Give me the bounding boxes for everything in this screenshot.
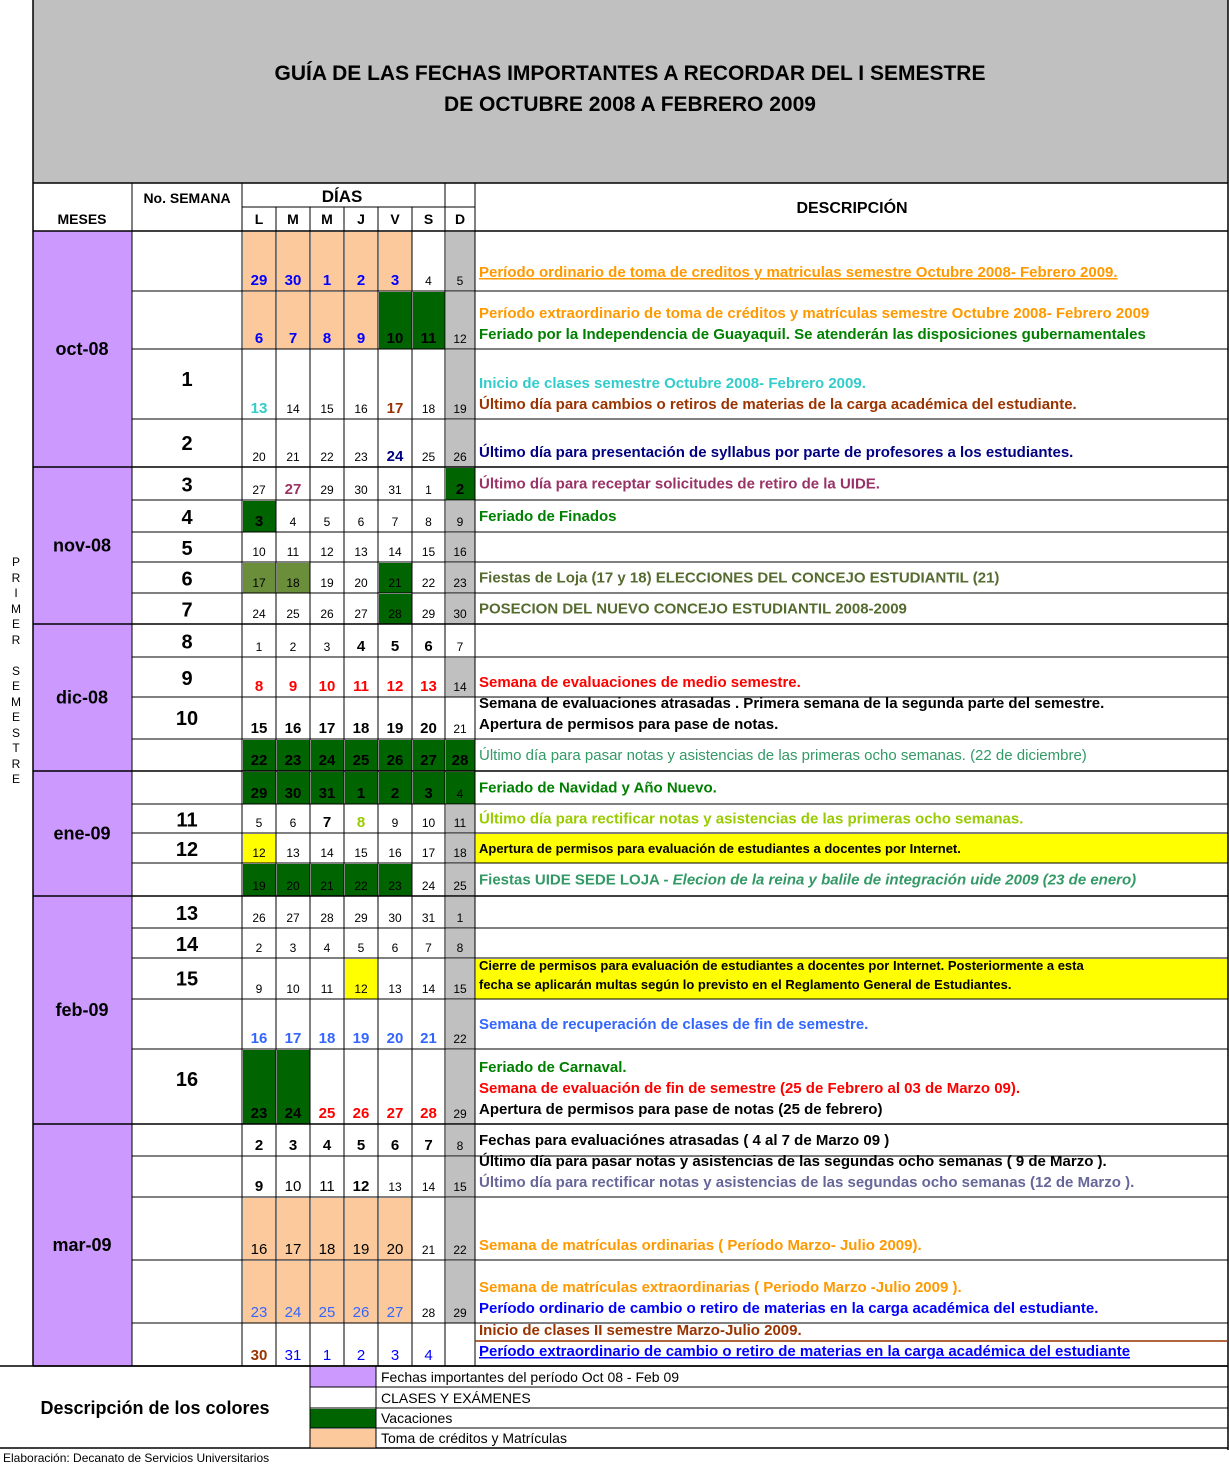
week-number: 13 (175, 903, 199, 925)
day-number: 2 (390, 785, 400, 802)
day-number: 22 (421, 576, 436, 590)
header-day-letter: D (454, 211, 466, 227)
day-number: 20 (354, 576, 368, 590)
week-number: 9 (181, 668, 193, 690)
day-number: 1 (255, 640, 263, 654)
day-number: 8 (425, 515, 432, 529)
day-number: 23 (250, 1304, 268, 1321)
day-number: 7 (288, 330, 298, 347)
day-number: 26 (453, 450, 467, 464)
day-number: 3 (390, 1347, 400, 1364)
day-number: 11 (320, 982, 334, 996)
day-number: 11 (286, 545, 300, 559)
side-label-letter: R (11, 570, 21, 585)
day-number: 18 (318, 1241, 336, 1258)
day-number: 10 (318, 678, 336, 695)
day-number: 5 (323, 515, 331, 529)
side-label-letter: M (11, 601, 21, 616)
day-number: 28 (421, 1306, 436, 1320)
day-number: 20 (386, 1030, 404, 1047)
description-text: Fiestas UIDE SEDE LOJA - Elecion de la reina y balile de integración uide 2009 (23 de enero) (479, 871, 1137, 889)
day-number: 12 (252, 846, 266, 860)
day-number: 26 (386, 752, 404, 769)
day-number: 18 (453, 846, 467, 860)
day-number: 27 (386, 1105, 404, 1122)
day-number: 21 (320, 879, 334, 893)
day-number: 9 (456, 515, 464, 529)
day-number: 5 (456, 274, 464, 288)
day-number: 16 (354, 402, 368, 416)
side-label-letter: E (11, 679, 20, 693)
footer-credit: Elaboración: Decanato de Servicios Universitarios (3, 1451, 270, 1465)
day-number: 21 (453, 722, 467, 736)
week-number: 8 (181, 631, 193, 654)
week-number: 1 (181, 369, 193, 391)
header-meses: MESES (57, 211, 107, 227)
day-number: 29 (250, 272, 268, 289)
week-number: 11 (176, 809, 198, 832)
day-number: 16 (284, 720, 302, 737)
side-label-letter: I (14, 586, 18, 600)
day-number: 10 (284, 1178, 302, 1195)
side-label-letter: R (11, 756, 21, 771)
day-number: 14 (388, 545, 402, 559)
day-number: 21 (420, 1030, 437, 1047)
day-number: 30 (453, 607, 467, 621)
day-number: 9 (255, 982, 263, 996)
day-number: 13 (286, 846, 300, 860)
side-label-letter: P (11, 555, 20, 569)
description-text: Último día para rectificar notas y asistencias de las primeras ocho semanas. (479, 810, 1024, 828)
day-number: 12 (320, 545, 334, 559)
day-number: 29 (354, 911, 368, 925)
day-number: 6 (357, 515, 365, 529)
day-number: 8 (456, 1139, 464, 1153)
day-number: 17 (252, 576, 266, 590)
day-number: 2 (255, 941, 263, 955)
day-number: 29 (421, 607, 436, 621)
day-number: 29 (453, 1306, 467, 1320)
day-number: 30 (284, 272, 302, 289)
description-text: Inicio de clases semestre Octubre 2008- Febrero 2009. (479, 375, 866, 392)
description-text: Semana de recuperación de clases de fin de semestre. (479, 1016, 869, 1033)
day-number: 29 (250, 785, 268, 802)
day-number: 24 (284, 1304, 302, 1321)
day-number: 6 (254, 330, 264, 347)
day-number: 22 (453, 1032, 467, 1046)
side-label-letter: R (11, 632, 21, 647)
side-label-letter: E (11, 617, 20, 631)
day-number: 7 (424, 1137, 433, 1154)
day-number: 13 (354, 545, 368, 559)
day-number: 31 (421, 911, 436, 925)
day-number: 4 (323, 941, 331, 955)
week-number: 12 (175, 839, 199, 861)
day-number: 20 (252, 450, 266, 464)
week-number: 15 (175, 968, 199, 991)
day-number: 9 (288, 678, 298, 695)
day-number: 26 (252, 911, 266, 925)
description-text: Apertura de permisos para evaluación de estudiantes a docentes por Internet. (479, 841, 961, 856)
day-number: 17 (421, 846, 436, 860)
day-number: 10 (421, 816, 436, 830)
description-text: POSECION DEL NUEVO CONCEJO ESTUDIANTIL 2008-2009 (479, 600, 907, 618)
day-number: 3 (390, 272, 400, 289)
day-number: 20 (420, 720, 437, 737)
week-number: 5 (181, 538, 193, 560)
legend-swatch (310, 1409, 376, 1428)
legend-swatch (310, 1367, 376, 1387)
day-number: 28 (320, 911, 334, 925)
day-number: 9 (254, 1178, 264, 1195)
day-number: 27 (286, 911, 300, 925)
description-text: Período ordinario de cambio o retiro de materias en la carga académica del estudiante. (479, 1300, 1099, 1317)
day-number: 25 (318, 1304, 336, 1321)
day-number: 7 (322, 814, 332, 831)
day-number: 27 (420, 752, 437, 769)
legend-item-label: Toma de créditos y Matrículas (381, 1430, 567, 1446)
day-number: 9 (356, 330, 366, 347)
side-label-letter: E (11, 710, 20, 724)
day-number: 24 (318, 752, 336, 769)
day-number: 15 (421, 545, 436, 559)
day-number: 6 (289, 816, 297, 830)
side-label-letter (8, 648, 24, 664)
day-number: 13 (250, 400, 268, 417)
day-number: 6 (424, 638, 433, 655)
description-italic: Elecion de la reina y balile de integración uide 2009 (23 de enero) (672, 871, 1137, 889)
description-text: fecha se aplicarán multas según lo previsto en el Reglamento General de Estudiantes. (479, 977, 1012, 992)
description-text: Fiestas de Loja (17 y 18) ELECCIONES DEL CONCEJO ESTUDIANTIL (21) (479, 569, 1000, 587)
header-dias: DÍAS (321, 187, 363, 206)
description-text: Semana de evaluación de fin de semestre (25 de Febrero al 03 de Marzo 09). (479, 1080, 1021, 1097)
day-number: 1 (456, 911, 464, 925)
day-number: 28 (420, 1105, 437, 1122)
day-number: 16 (250, 1241, 268, 1258)
description-text: Apertura de permisos para pase de notas. (479, 716, 779, 733)
header-day-letter: J (357, 211, 365, 227)
day-number: 22 (354, 879, 368, 893)
day-number: 4 (322, 1137, 332, 1154)
day-number: 4 (456, 787, 464, 801)
day-number: 15 (354, 846, 368, 860)
day-number: 3 (323, 640, 331, 654)
day-number: 10 (252, 545, 266, 559)
description-text: Feriado de Navidad y Año Nuevo. (479, 779, 717, 797)
page-title (33, 58, 1227, 120)
day-number: 2 (455, 481, 465, 498)
day-number: 30 (388, 911, 402, 925)
day-number: 15 (250, 720, 268, 737)
day-number: 11 (353, 678, 369, 695)
day-number: 13 (420, 678, 437, 695)
description-text: Último día para pasar notas y asistencias de las primeras ocho semanas. (22 de diciembre) (479, 747, 1087, 764)
header-day-letter: L (254, 211, 264, 227)
description-text: Último día para rectificar notas y asistencias de las segundas ocho semanas (12 de Marzo ). (479, 1174, 1135, 1191)
day-number: 29 (320, 483, 334, 497)
day-number: 4 (356, 638, 366, 655)
day-number: 11 (319, 1178, 335, 1195)
day-number: 7 (391, 515, 399, 529)
day-number: 30 (250, 1347, 268, 1364)
day-number: 9 (391, 816, 399, 830)
day-number: 30 (284, 785, 302, 802)
day-number: 2 (254, 1137, 264, 1154)
day-number: 21 (286, 450, 300, 464)
legend-item-label: Fechas importantes del período Oct 08 - Feb 09 (381, 1369, 680, 1385)
day-number: 12 (354, 982, 368, 996)
day-number: 26 (352, 1105, 370, 1122)
day-number: 5 (255, 816, 263, 830)
day-number: 31 (318, 785, 336, 802)
day-number: 8 (356, 814, 366, 831)
day-number: 19 (453, 402, 467, 416)
day-number: 25 (453, 879, 467, 893)
day-number: 6 (391, 941, 399, 955)
week-number: 14 (175, 934, 199, 956)
day-number: 23 (284, 752, 302, 769)
day-number: 27 (354, 607, 368, 621)
day-number: 7 (425, 941, 432, 955)
day-number: 5 (390, 638, 400, 655)
day-number: 15 (453, 1180, 467, 1194)
day-number: 11 (453, 816, 467, 830)
legend-title: Descripción de los colores (40, 1398, 270, 1418)
day-number: 24 (421, 879, 436, 893)
day-number: 15 (453, 982, 467, 996)
day-number: 23 (453, 576, 467, 590)
day-number: 25 (286, 607, 300, 621)
day-number: 19 (352, 1241, 370, 1258)
description-text: Último día para presentación de syllabus por parte de profesores a los estudiantes. (479, 444, 1074, 461)
day-number: 28 (451, 752, 469, 769)
day-number: 25 (318, 1105, 336, 1122)
description-text: Feriado por la Independencia de Guayaquil. Se atenderán las disposiciones gubernamentales (479, 326, 1146, 343)
day-number: 23 (388, 879, 402, 893)
description-text: Semana de evaluaciones de medio semestre. (479, 674, 801, 691)
day-number: 23 (250, 1105, 268, 1122)
side-label-letter: E (11, 772, 20, 786)
day-number: 16 (388, 846, 402, 860)
day-number: 12 (453, 332, 467, 346)
week-number: 6 (181, 568, 193, 591)
day-number: 1 (322, 272, 332, 289)
side-label-letter: T (12, 741, 20, 755)
header-day-letter: M (321, 211, 333, 227)
day-number: 1 (356, 785, 366, 802)
day-number: 14 (286, 402, 300, 416)
week-number: 16 (175, 1069, 199, 1091)
description-text: Semana de matrículas ordinarias ( Período Marzo- Julio 2009). (479, 1237, 922, 1254)
description-text: Feriado de Carnaval. (479, 1059, 627, 1076)
side-label-letter: M (11, 694, 21, 709)
header-day-letter: V (390, 211, 400, 227)
header-day-letter: M (287, 211, 299, 227)
day-number: 29 (453, 1107, 467, 1121)
title-line-1: GUÍA DE LAS FECHAS IMPORTANTES A RECORDAR DEL I SEMESTRE (274, 62, 986, 85)
day-number: 7 (456, 640, 464, 654)
day-number: 24 (252, 607, 266, 621)
month-label: dic-08 (55, 687, 109, 708)
day-number: 17 (284, 1241, 302, 1258)
description-text: Período ordinario de toma de creditos y matriculas semestre Octubre 2008- Febrero 2009. (479, 264, 1118, 281)
day-number: 28 (388, 607, 402, 621)
month-label: ene-09 (53, 823, 111, 844)
description-text: Semana de evaluaciones atrasadas . Primera semana de la segunda parte del semestre. (479, 695, 1105, 712)
day-number: 19 (320, 576, 334, 590)
day-number: 3 (254, 513, 264, 530)
day-number: 30 (354, 483, 368, 497)
day-number: 18 (318, 1030, 336, 1047)
day-number: 8 (254, 678, 264, 695)
day-number: 14 (421, 1180, 436, 1194)
day-number: 3 (289, 941, 297, 955)
week-number: 3 (181, 474, 193, 497)
day-number: 12 (352, 1178, 370, 1195)
week-number: 7 (181, 599, 193, 622)
day-number: 21 (388, 576, 402, 590)
day-number: 26 (352, 1304, 370, 1321)
description-text: Último día para cambios o retiros de materias de la carga académica del estudiante. (479, 396, 1077, 413)
day-number: 31 (388, 483, 402, 497)
legend-swatch (310, 1388, 376, 1408)
day-number: 25 (421, 450, 436, 464)
legend-swatch (310, 1429, 376, 1448)
day-number: 2 (356, 1347, 366, 1364)
day-number: 18 (352, 720, 370, 737)
day-number: 8 (322, 330, 332, 347)
month-label: nov-08 (52, 535, 112, 556)
day-number: 10 (386, 330, 404, 347)
day-number: 2 (289, 640, 297, 654)
month-label: feb-09 (55, 1000, 109, 1020)
description-text: Inicio de clases II semestre Marzo-Julio 2009. (479, 1322, 802, 1339)
day-number: 3 (424, 785, 433, 802)
day-number: 20 (386, 1241, 404, 1258)
day-number: 1 (322, 1347, 332, 1364)
day-number: 23 (354, 450, 368, 464)
description-text: Apertura de permisos para pase de notas (25 de febrero) (479, 1101, 883, 1118)
day-number: 27 (252, 483, 266, 497)
day-number: 6 (390, 1137, 400, 1154)
day-number: 27 (386, 1304, 404, 1321)
header-descripcion: DESCRIPCIÓN (796, 200, 908, 217)
day-number: 14 (453, 680, 467, 694)
day-number: 17 (386, 400, 404, 417)
day-number: 10 (286, 982, 300, 996)
day-number: 19 (352, 1030, 370, 1047)
description-text: Cierre de permisos para evaluación de estudiantes a docentes por Internet. Posteriormente a esta (479, 958, 1084, 973)
day-number: 3 (288, 1137, 298, 1154)
header-day-letter: S (423, 211, 434, 227)
day-number: 2 (356, 272, 366, 289)
day-number: 8 (456, 941, 464, 955)
day-number: 15 (320, 402, 334, 416)
day-number: 22 (320, 450, 334, 464)
day-number: 25 (352, 752, 370, 769)
day-number: 22 (453, 1243, 467, 1257)
description-text: Período extraordinario de cambio o retiro de materias en la carga académica del estudiante (479, 1343, 1131, 1360)
day-number: 4 (289, 515, 297, 529)
side-label-letter: S (11, 725, 20, 740)
day-number: 5 (356, 1137, 366, 1154)
day-number: 14 (421, 982, 436, 996)
description-text: Feriado de Finados (479, 508, 617, 525)
day-number: 20 (286, 879, 300, 893)
day-number: 14 (320, 846, 334, 860)
day-number: 17 (318, 720, 336, 737)
week-number: 10 (175, 708, 199, 730)
description-text: Fechas para evaluaciónes atrasadas ( 4 al 7 de Marzo 09 ) (479, 1132, 890, 1149)
day-number: 13 (388, 1180, 402, 1194)
side-label-letter: S (11, 663, 20, 678)
day-number: 19 (386, 720, 404, 737)
day-number: 24 (386, 448, 404, 465)
description-text: Último día para pasar notas y asistencias de las segundas ocho semanas ( 9 de Marzo ). (479, 1153, 1107, 1170)
description-text: Período extraordinario de toma de créditos y matrículas semestre Octubre 2008- Febrero 2009 (479, 305, 1150, 322)
legend-item-label: CLASES Y EXÁMENES (381, 1390, 531, 1406)
day-number: 13 (388, 982, 402, 996)
title-line-2: DE OCTUBRE 2008 A FEBRERO 2009 (444, 93, 816, 116)
day-number: 4 (424, 1347, 433, 1364)
day-number: 16 (453, 545, 467, 559)
side-label (8, 555, 24, 788)
day-number: 18 (421, 402, 436, 416)
header-semana: No. SEMANA (143, 190, 231, 206)
month-label: mar-09 (52, 1235, 112, 1255)
description-text: Semana de matrículas extraordinarias ( Periodo Marzo -Julio 2009 ). (479, 1279, 962, 1296)
day-number: 27 (284, 481, 302, 498)
day-number: 12 (386, 678, 404, 695)
week-number: 2 (181, 433, 193, 455)
day-number: 21 (421, 1243, 436, 1257)
day-number: 22 (250, 752, 268, 769)
day-number: 4 (425, 274, 432, 288)
day-number: 16 (250, 1030, 268, 1047)
description-text: Último día para receptar solicitudes de retiro de la UIDE. (479, 475, 880, 493)
day-number: 19 (252, 879, 266, 893)
day-number: 1 (425, 483, 432, 497)
day-number: 17 (284, 1030, 302, 1047)
day-number: 31 (284, 1347, 302, 1364)
month-label: oct-08 (55, 339, 109, 359)
day-number: 5 (357, 941, 365, 955)
day-number: 11 (420, 330, 437, 347)
day-number: 26 (320, 607, 334, 621)
day-number: 18 (286, 576, 300, 590)
legend-item-label: Vacaciones (381, 1410, 453, 1426)
day-number: 24 (284, 1105, 302, 1122)
week-number: 4 (181, 507, 193, 529)
